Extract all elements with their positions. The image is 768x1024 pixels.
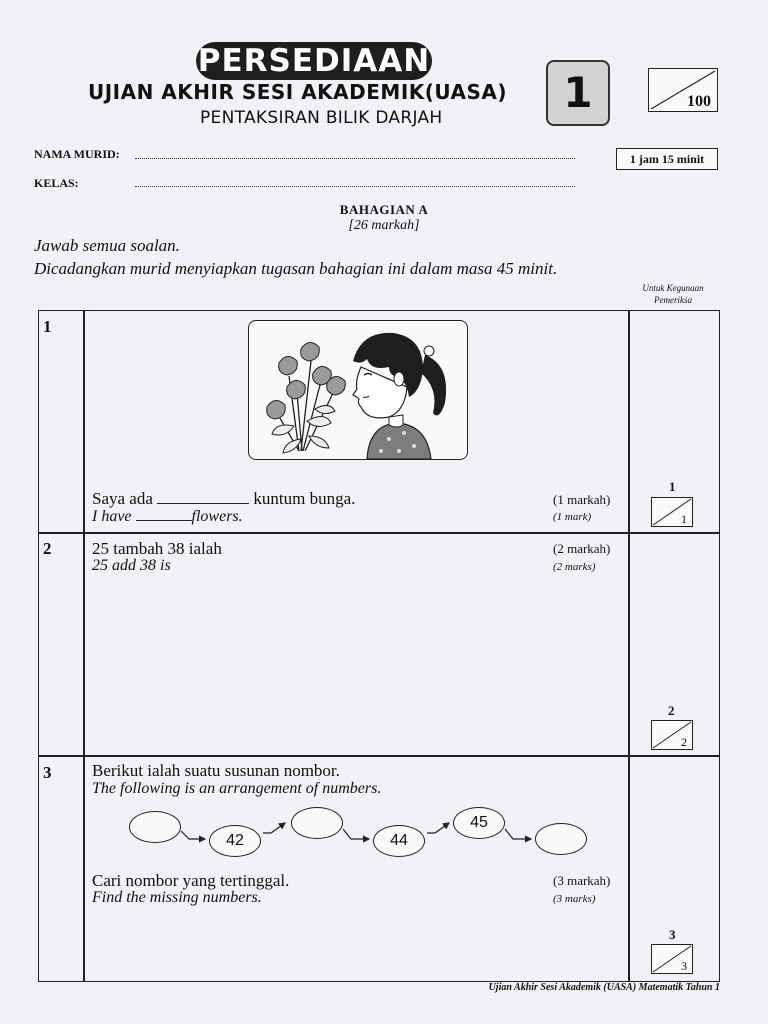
q3-marks-en: (3 marks) — [553, 893, 596, 905]
examiner-label-2: Pemeriksa — [654, 295, 692, 305]
q3-prompt-en: Find the missing numbers. — [92, 889, 262, 906]
year-box: 1 — [546, 60, 610, 126]
q1-marks-ms: (1 markah) — [553, 492, 611, 507]
instruction-1: Jawab semua soalan. — [34, 236, 180, 255]
q1-box-denominator: 1 — [681, 512, 687, 526]
q2-marks-en: (2 marks) — [553, 561, 596, 573]
examiner-label-1: Untuk Kegunaan — [642, 283, 704, 293]
instruction-2: Dicadangkan murid menyiapkan tugasan bahagian ini dalam masa 45 minit. — [34, 259, 558, 278]
q3-prompt-ms: Cari nombor yang tertinggal. — [92, 871, 290, 890]
footer-text: Ujian Akhir Sesi Akademik (UASA) Matematik Tahun 1 — [488, 982, 720, 993]
duration-box: 1 jam 15 minit — [616, 148, 718, 170]
q2-marks-ms: (2 markah) — [553, 541, 611, 556]
total-score-box[interactable] — [648, 68, 718, 112]
q1-text-ms: Saya ada kuntum bunga. — [92, 489, 356, 508]
total-marks: 100 — [687, 93, 711, 110]
exam-title: UJIAN AKHIR SESI AKADEMIK(UASA) — [88, 80, 508, 104]
title-badge: PERSEDIAAN — [197, 43, 431, 79]
exam-subtitle: PENTAKSIRAN BILIK DARJAH — [200, 108, 443, 128]
q3-marks-ms: (3 markah) — [553, 873, 611, 888]
q1-marks-en: (1 mark) — [553, 511, 592, 523]
question-number: 3 — [43, 763, 52, 782]
class-field[interactable] — [135, 186, 575, 187]
q2-mark-box[interactable] — [651, 720, 693, 750]
q3-text-ms: Berikut ialah suatu susunan nombor. — [92, 761, 340, 780]
q2-box-label: 2 — [668, 703, 675, 718]
q2-text-en: 25 add 38 is — [92, 557, 171, 574]
q3-box-label: 3 — [669, 927, 676, 942]
q3-text-en: The following is an arrangement of numbers. — [92, 780, 382, 797]
q1-mark-box[interactable] — [651, 497, 693, 527]
name-field[interactable] — [135, 158, 575, 159]
sequence-oval-5: 45 — [453, 807, 505, 839]
question-number: 2 — [43, 539, 52, 558]
question-number: 1 — [43, 317, 52, 336]
class-label: KELAS: — [34, 176, 79, 190]
q3-box-denominator: 3 — [681, 959, 687, 973]
girl-with-flowers-illustration — [248, 320, 468, 460]
q2-box-denominator: 2 — [681, 735, 687, 749]
q1-text-en: I have flowers. — [92, 508, 243, 525]
section-marks: [26 markah] — [348, 218, 420, 233]
q2-text-ms: 25 tambah 38 ialah — [92, 539, 222, 558]
name-label: NAMA MURID: — [34, 147, 120, 161]
column-divider-right — [628, 311, 630, 981]
q1-box-label: 1 — [669, 479, 676, 494]
sequence-oval-2: 42 — [209, 825, 261, 857]
q3-mark-box[interactable] — [651, 944, 693, 974]
sequence-oval-4: 44 — [373, 825, 425, 857]
section-title: BAHAGIAN A — [339, 202, 429, 217]
